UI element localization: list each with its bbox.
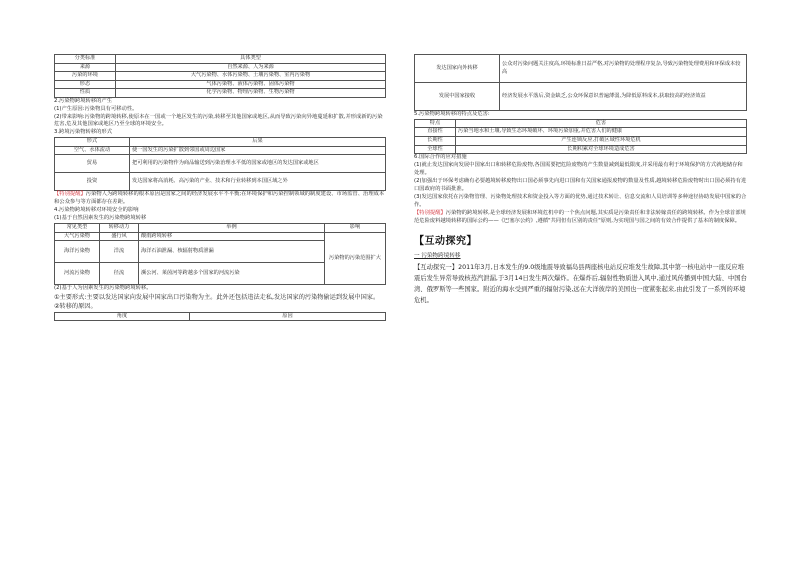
table-cell: 河流污染物	[55, 263, 100, 285]
transfer-reason-table	[54, 312, 386, 322]
table-cell: 大气污染物	[55, 232, 100, 241]
pollutant-classification-table	[54, 54, 386, 98]
table-row	[55, 232, 386, 241]
table-cell: 长期积累对全球环境造成危害	[456, 145, 747, 154]
table-cell: 直接性	[415, 128, 456, 137]
paragraph: (3)发达国家依托在污染物管理、污染物处理技术和资金投入等方面的优势,通过技术转让、信息交流和人员培训等多种途径协助发展中国家的合作。	[414, 193, 747, 208]
reason-detail-table	[414, 54, 747, 111]
table-cell: 污染的环境	[55, 72, 116, 81]
tip-text: 污染物的跨境转移,是全球经济发展和环境危机中的一个焦点问题,其实质是污染责任和非法转嫁责任的跨境转移。作为全球首部规范危险废料越境转移的国际公约——《巴塞尔公约》,遵循"共同但有区别的责任"原则,为实现国与国之间的有效合作提供了基本的制度保障。	[414, 209, 746, 224]
table-cell: 濒公河、莱茵河等跨越多个国家的河流污染	[139, 263, 325, 285]
table-cell: 盛行风	[100, 232, 139, 241]
table-row	[55, 89, 386, 98]
tip-label: 【特别提醒】	[54, 191, 86, 198]
table-cell: 贸易	[55, 155, 130, 173]
feature-harm-table	[414, 119, 747, 154]
case-label: 【互动探究一】	[414, 263, 459, 271]
table-cell: 污染当地水和土壤,导致生态环境破坏、环境污染加重,并危害人们的健康	[456, 128, 747, 137]
transfer-form-table	[54, 137, 386, 191]
table-cell: 自然来源、人为来源	[116, 63, 386, 72]
section-heading: 3.跨境污染物转移的形式	[54, 129, 113, 136]
table-header: 角度	[55, 312, 190, 321]
paragraph: (1)就止发达国家向发展中国家出口和转移危险废物,各国需要把危险废物的产生数量减到最低限度,并采用最有利于环境保护的方式就地储存和处理。	[414, 162, 743, 176]
case-text: 2011年3月,日本发生的9.0级地震导致福岛县两座核电站反应堆发生故障,其中第一核电站中一座反应堆震后发生异常导致核蒸汽泄漏,于3月14日发生两次爆炸。在爆炸后,辐射性物质进入风中,通过风传播到中国大陆、中国台湾、俄罗斯等一些国家。附近的海水受到严重的辐射污染,远在大洋彼岸的美国也一度紧张起来,由此引发了一系列的环境危机。	[414, 263, 747, 304]
table-row	[55, 146, 386, 155]
table-cell: 性质	[55, 89, 116, 98]
section-heading: 2.污染物跨境转移的产生	[54, 97, 113, 104]
table-cell: 海洋石油泄漏、核辐射物质泄漏	[139, 241, 325, 263]
paragraph: (2)带来影响:污染物的跨境转移,使原本在一国或一个地区发生的污染,转移至其他国家或地区,从而导致污染向异地蔓延和扩散,并形成新的污染危害,危及其他国家或地区乃至全球的环境安全。	[54, 113, 383, 128]
table-header: 常见类型	[55, 224, 100, 233]
table-header: 具体类型	[116, 55, 386, 64]
table-row	[55, 72, 386, 81]
left-column	[54, 0, 386, 321]
paragraph: (1)基于自然因素发生的污染物跨境转移	[54, 215, 147, 222]
case-paragraph	[414, 262, 747, 306]
subsection-heading: 一 污染物跨境转移	[414, 252, 461, 259]
table-cell: 发展中国家接收	[415, 83, 500, 111]
table-header: 特点	[415, 119, 456, 128]
table-cell: 公众对污染问题关注度高,环境标准日益严格,对污染物的处理程序复杂,导致污染物处理费用和环保成本较高	[500, 55, 747, 83]
table-header: 分类标准	[55, 55, 116, 64]
table-cell: 气体污染物、液体污染物、固体污染物	[116, 80, 386, 89]
paragraph: (1)产生原因:污染物具有可移动性。	[54, 105, 138, 112]
section-heading: 5.污染物跨境转移的特点及危害:	[414, 111, 490, 117]
section-heading: 4.污染物跨境转移对环境安全的影响	[54, 207, 139, 214]
table-header: 后果	[130, 138, 386, 147]
paragraph: ②转移的原因。	[54, 303, 97, 311]
table-row	[415, 137, 747, 146]
table-cell: 空气、水体流动	[55, 146, 130, 155]
section-title: 【互动探究】	[414, 235, 477, 247]
table-cell: 把可利用的污染物作为商品输送到污染治理水平低的国家或地区的发达国家或地区	[130, 155, 386, 173]
table-row	[55, 80, 386, 89]
paragraph: (2)基于人为因素发生的污染物跨境转移。	[54, 285, 152, 292]
table-cell: 来源	[55, 63, 116, 72]
tip-paragraph	[54, 191, 386, 207]
table-cell: 酸雨跨境转移	[139, 232, 325, 241]
table-cell: 产生连锁反应,打破区域性环境危机	[456, 137, 747, 146]
table-cell: 化学污染物、物理污染物、生物污染物	[116, 89, 386, 98]
table-cell: 长期性	[415, 137, 456, 146]
table-cell: 污染物的污染范围扩大	[325, 232, 386, 285]
table-header: 原因	[190, 312, 386, 321]
table-header: 影响	[325, 224, 386, 233]
table-row	[55, 155, 386, 173]
table-cell: 发达国家将高消耗、高污染的产业、技术和行业转移到本国区域之外	[130, 173, 386, 191]
table-row	[415, 55, 747, 83]
table-row	[55, 173, 386, 191]
natural-transfer-table	[54, 223, 386, 285]
table-cell: 发达国家向外转移	[415, 55, 500, 83]
table-cell: 形态	[55, 80, 116, 89]
table-cell: 大气污染物、水体污染物、土壤污染物、室内污染物	[116, 72, 386, 81]
table-header: 举例	[139, 224, 325, 233]
table-header: 危害	[456, 119, 747, 128]
table-cell: 全球性	[415, 145, 456, 154]
table-cell: 径流	[100, 263, 139, 285]
table-cell: 洋流	[100, 241, 139, 263]
table-row	[55, 63, 386, 72]
right-column	[414, 0, 747, 306]
table-header: 形式	[55, 138, 130, 147]
table-row	[415, 128, 747, 137]
paragraph: ①主要形式:主要以发达国家向发展中国家出口污染物为主。此外还包括违法走私,发达国家的污染物偷运到发展中国家。	[54, 294, 380, 302]
tip-label: 【特别提醒】	[414, 209, 446, 216]
table-header: 转移动力	[100, 224, 139, 233]
table-cell: 使一国发生的污染扩散到邻国或周边国家	[130, 146, 386, 155]
table-row	[415, 145, 747, 154]
tip-text: 污染物人为跨境转移的根本原因是国家之间的经济发展水平不平衡;在环境保护和污染控制领域的制度建设、市场监管、治理成本和公众参与等方面都存在差距。	[54, 191, 385, 206]
section-heading: 6.国际合作的应对措施	[414, 154, 467, 161]
paragraph: (2)加强出于环保考虑确有必要越境转移废物出口国必须事先向进口国和有关国家通报废物的数量及性质,越境转移危险废物时出口国必须持有进口国政府的书面批准。	[414, 177, 747, 192]
table-cell: 投资	[55, 173, 130, 191]
table-cell: 经济发展水平落后,资金缺乏,公众环保意识普遍薄弱,为降低原料成本,获取较高的经济效益	[500, 83, 747, 111]
table-row	[415, 83, 747, 111]
tip-paragraph	[414, 210, 747, 226]
table-cell: 海洋污染物	[55, 241, 100, 263]
